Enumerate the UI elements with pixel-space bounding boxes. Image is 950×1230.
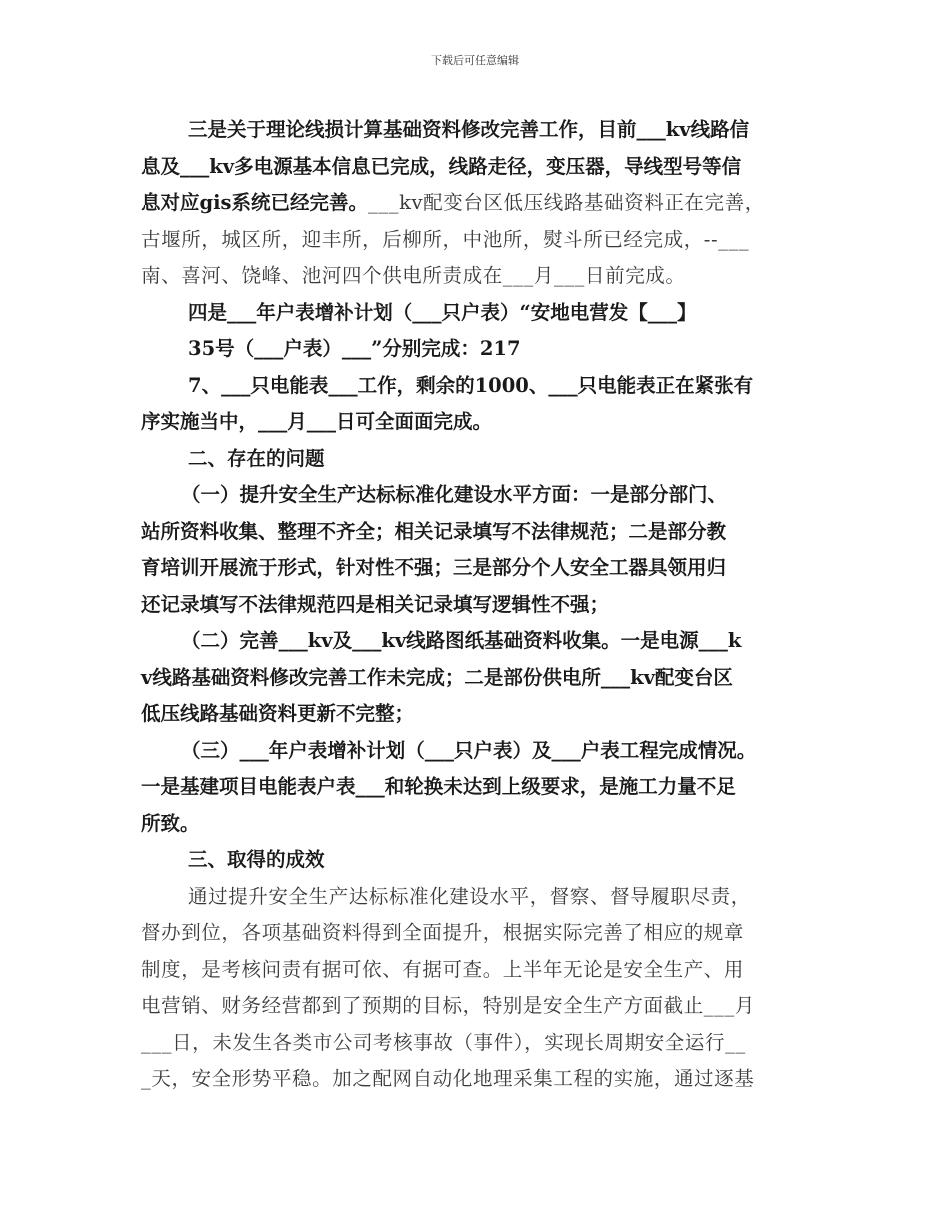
paragraph-line: 序实施当中，___月___日可全面面完成。 (141, 410, 493, 433)
paragraph-line: 还记录填写不法律规范四是相关记录填写逻辑性不强； (141, 592, 610, 616)
section-heading: 二、存在的问题 (188, 446, 325, 470)
paragraph-line: 四是___年户表增补计划（___只户表）“安地电营发【___】 (188, 300, 697, 324)
paragraph-line: 35号（___户表）___”分别完成：217 (188, 337, 521, 360)
paragraph-line: 督办到位，各项基础资料得到全面提升，根据实际完善了相应的规章 (141, 921, 745, 944)
document-body (141, 112, 826, 1098)
page-header: 下载后可任意编辑 (431, 54, 519, 67)
paragraph-line: 站所资料收集、整理不齐全；相关记录填写不法律规范；二是部分教 (141, 519, 727, 543)
paragraph-line: 南、喜河、饶峰、池河四个供电所责成在___月___日前完成。 (141, 264, 686, 287)
paragraph-line: v线路基础资料修改完善工作未完成；二是部份供电所___kv配变台区 (141, 665, 733, 689)
section-heading: 三、取得的成效 (188, 848, 325, 871)
paragraph-line: 古堰所，城区所，迎丰所，后柳所，中池所，熨斗所已经完成，--___ (141, 227, 750, 251)
paragraph-line: 制度，是考核问责有据可依、有据可查。上半年无论是安全生产、用 (141, 957, 745, 981)
paragraph-line: _天，安全形势平稳。加之配网自动化地理采集工程的实施，通过逐基 (141, 1067, 755, 1090)
paragraph-line: 所致。 (141, 811, 200, 835)
paragraph-line: （三）___年户表增补计划（___只户表）及___户表工程完成情况。 (181, 738, 757, 762)
paragraph-line: 通过提升安全生产达标标准化建设水平，督察、督导履职尽责， (188, 884, 751, 908)
line-light-part: ___kv配变台区低压线路基础资料正在完善， (368, 191, 765, 214)
paragraph-line: （二）完善___kv及___kv线路图纸基础资料收集。一是电源___k (181, 629, 742, 652)
paragraph-line: 7、___只电能表___工作，剩余的1000、___只电能表正在紧张有 (188, 373, 754, 397)
paragraph-line (141, 185, 826, 222)
line-bold-part: 息对应gis系统已经完善。 (141, 191, 369, 214)
paragraph-line: （一）提升安全生产达标标准化建设水平方面：一是部分部门、 (181, 483, 728, 506)
paragraph-line: ___日，未发生各类市公司考核事故（事件），实现长周期安全运行__ (141, 1030, 746, 1054)
paragraph-line: 育培训开展流于形式，针对性不强；三是部分个人安全工器具领用归 (141, 556, 727, 579)
paragraph-line: 电营销、财务经营都到了预期的目标，特别是安全生产方面截止___月 (141, 994, 755, 1017)
paragraph-line: 一是基建项目电能表户表___和轮换未达到上级要求，是施工力量不足 (141, 775, 736, 798)
paragraph-line: 低压线路基础资料更新不完整； (141, 702, 415, 725)
paragraph-line: 三是关于理论线损计算基础资料修改完善工作，目前___kv线路信 (188, 118, 750, 141)
paragraph-line: 息及___kv多电源基本信息已完成，线路走径，变压器，导线型号等信 (141, 154, 742, 178)
